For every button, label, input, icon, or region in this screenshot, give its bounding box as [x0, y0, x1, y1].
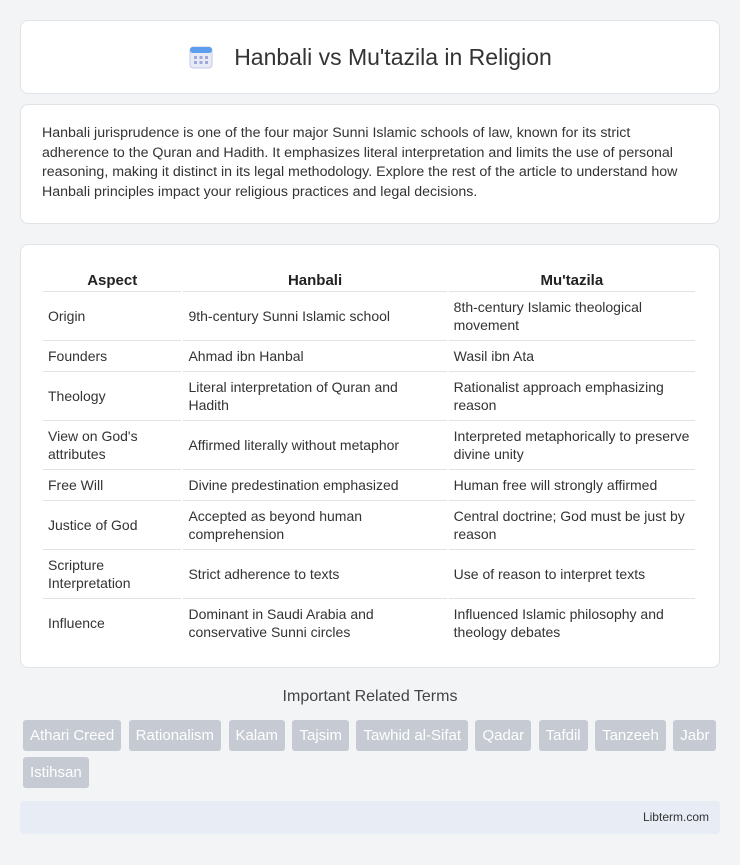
table-row [43, 371, 695, 420]
table-cell-aspect: Origin [43, 291, 181, 340]
table-row [43, 340, 695, 371]
term-tag[interactable]: Tawhid al-Sifat [356, 720, 468, 751]
footer-link[interactable]: Libterm.com [642, 810, 709, 824]
table-header-row [43, 265, 695, 291]
table-cell-hanbali: Strict adherence to texts [183, 549, 446, 598]
related-terms-title: Important Related Terms [282, 688, 458, 705]
comparison-card [20, 244, 720, 668]
table-cell-hanbali: Accepted as beyond human comprehension [183, 500, 446, 549]
table-cell-mutazila: Wasil ibn Ata [449, 340, 695, 371]
title-card [20, 20, 720, 94]
table-cell-hanbali: Literal interpretation of Quran and Hadith [183, 371, 446, 420]
intro-paragraph: Hanbali jurisprudence is one of the four major Sunni Islamic schools of law, known for its strict adherence to the Quran and Hadith. It emphasizes literal interpretation and limits the use of personal reasoning, making it distinct in its legal methodology. Explore the rest of the article to understand how Hanbali principles impact your religious practices and legal decisions. [42, 125, 678, 200]
term-tag[interactable]: Rationalism [129, 720, 221, 751]
intro-card [20, 104, 720, 224]
comparison-table [41, 265, 697, 647]
term-tag[interactable]: Tanzeeh [595, 720, 666, 751]
table-cell-aspect: Justice of God [43, 500, 181, 549]
header-hanbali: Hanbali [287, 271, 343, 289]
term-tag[interactable]: Tafdil [539, 720, 588, 751]
table-cell-hanbali: Dominant in Saudi Arabia and conservative Sunni circles [183, 598, 446, 647]
term-tag[interactable]: Qadar [475, 720, 531, 751]
table-row [43, 469, 695, 500]
table-cell-mutazila: Interpreted metaphorically to preserve divine unity [449, 420, 695, 469]
table-cell-mutazila: Human free will strongly affirmed [449, 469, 695, 500]
header-mutazila: Mu'tazila [540, 271, 604, 289]
table-cell-mutazila: 8th-century Islamic theological movement [449, 291, 695, 340]
table-cell-mutazila: Influenced Islamic philosophy and theology debates [449, 598, 695, 647]
table-cell-mutazila: Rationalist approach emphasizing reason [449, 371, 695, 420]
page-title: Hanbali vs Mu'tazila in Religion [234, 43, 552, 70]
table-cell-aspect: Influence [43, 598, 181, 647]
table-cell-mutazila: Use of reason to interpret texts [449, 549, 695, 598]
table-cell-aspect: Theology [43, 371, 181, 420]
table-cell-hanbali: 9th-century Sunni Islamic school [183, 291, 446, 340]
table-row [43, 549, 695, 598]
table-cell-aspect: Free Will [43, 469, 181, 500]
table-cell-hanbali: Affirmed literally without metaphor [183, 420, 446, 469]
table-row [43, 500, 695, 549]
related-terms-list [23, 720, 723, 794]
header-aspect: Aspect [87, 271, 138, 289]
term-tag[interactable]: Jabr [673, 720, 716, 751]
footer [20, 801, 720, 834]
term-tag[interactable]: Athari Creed [23, 720, 121, 751]
table-cell-aspect: Scripture Interpretation [43, 549, 181, 598]
table-row [43, 420, 695, 469]
calendar-icon [188, 44, 214, 70]
table-cell-aspect: Founders [43, 340, 181, 371]
table-cell-aspect: View on God's attributes [43, 420, 181, 469]
term-tag[interactable]: Istihsan [23, 757, 89, 788]
table-cell-hanbali: Divine predestination emphasized [183, 469, 446, 500]
table-row [43, 598, 695, 647]
table-cell-hanbali: Ahmad ibn Hanbal [183, 340, 446, 371]
term-tag[interactable]: Kalam [229, 720, 286, 751]
term-tag[interactable]: Tajsim [292, 720, 349, 751]
table-row [43, 291, 695, 340]
table-cell-mutazila: Central doctrine; God must be just by reason [449, 500, 695, 549]
